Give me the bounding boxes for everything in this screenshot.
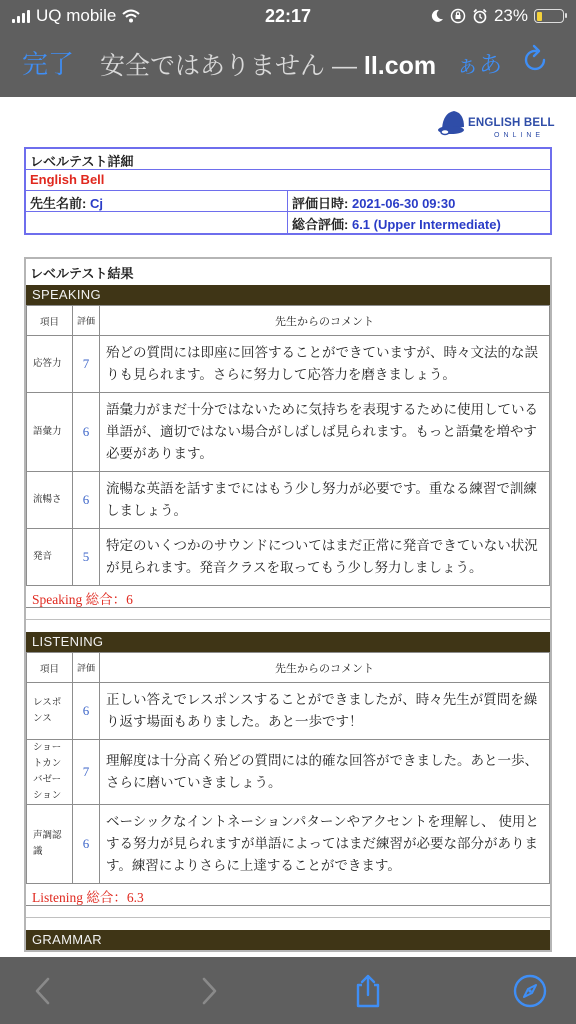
speaking-total: Speaking 総合：6 <box>26 586 550 608</box>
speaking-table <box>26 305 550 586</box>
item-name: 語彙力 <box>27 393 73 472</box>
school-name: English Bell <box>30 172 105 187</box>
teacher-comment: ベーシックなイントネーションパターンやアクセントを理解し、 使用とする努力が見られますが単語によってはまだ練習が必要な部分があります。練習によりさらに上達することができます。 <box>100 805 550 884</box>
level-test-detail-table <box>24 147 552 235</box>
teacher-comment: 理解度は十分高く殆どの質問には的確な回答ができました。あと一歩、さらに磨いていきましょう。 <box>100 740 550 805</box>
section-header-speaking: SPEAKING <box>26 285 550 305</box>
item-name: 流暢さ <box>27 472 73 529</box>
address-bar <box>0 40 576 84</box>
teacher-comment: 殆どの質問には即座に回答することができていますが、時々文法的な誤りも見られます。さらに努力して応答力を磨きましょう。 <box>100 336 550 393</box>
logo-text: ENGLISH BELL <box>468 117 555 129</box>
evaluation-date: 2021-06-30 09:30 <box>351 196 456 211</box>
rotation-lock-icon <box>450 8 466 24</box>
table-row <box>27 472 550 529</box>
url-host: ll.com <box>363 52 437 80</box>
date-label: 評価日時: <box>292 196 349 211</box>
item-score: 6 <box>73 472 100 529</box>
item-score: 6 <box>73 683 100 740</box>
teacher-name: Cj <box>89 196 103 211</box>
share-icon[interactable] <box>350 973 386 1009</box>
teacher-comment: 流暢な英語を話すまでにはもう少し努力が必要です。重なる練習で訓練しましょう。 <box>100 472 550 529</box>
browser-top-chrome <box>0 0 576 97</box>
browser-toolbar <box>0 957 576 1024</box>
section-header-listening: LISTENING <box>26 632 550 652</box>
forward-icon[interactable] <box>190 973 226 1009</box>
section-spacer <box>26 620 550 632</box>
column-header-comment: 先生からのコメント <box>100 653 550 683</box>
column-header-item: 項目 <box>27 306 73 336</box>
table-row <box>27 336 550 393</box>
url-field[interactable] <box>100 46 436 82</box>
column-header-score: 評価 <box>73 306 100 336</box>
item-name: レスポンス <box>27 683 73 740</box>
carrier-label: UQ mobile <box>36 6 117 25</box>
item-name: 声調認識 <box>27 805 73 884</box>
item-score: 5 <box>73 529 100 586</box>
item-score: 6 <box>73 393 100 472</box>
table-row <box>27 393 550 472</box>
teacher-label: 先生名前: <box>30 196 87 211</box>
column-header-item: 項目 <box>27 653 73 683</box>
compass-icon[interactable] <box>512 973 548 1009</box>
section-spacer <box>26 608 550 620</box>
item-name: ショートカンバゼーション <box>27 740 73 805</box>
item-score: 7 <box>73 336 100 393</box>
section-spacer <box>26 906 550 918</box>
teacher-comment: 特定のいくつかのサウンドについてはまだ正常に発音できていない状況が見られます。発音クラスを取ってもう少し努力しましょう。 <box>100 529 550 586</box>
listening-table <box>26 652 550 884</box>
teacher-comment: 正しい答えでレスポンスすることができましたが、時々先生が質問を繰り返す場面もありました。あと一歩です！ <box>100 683 550 740</box>
web-page <box>0 97 576 957</box>
site-logo[interactable] <box>434 105 554 141</box>
table-row <box>27 683 550 740</box>
section-header-grammar: GRAMMAR <box>26 930 550 950</box>
back-icon[interactable] <box>26 973 62 1009</box>
insecure-warning: 安全ではありません — <box>100 52 357 80</box>
item-name: 発音 <box>27 529 73 586</box>
bell-logo-icon <box>434 105 468 139</box>
section-spacer <box>26 918 550 930</box>
listening-total: Listening 総合：6.3 <box>26 884 550 906</box>
level-test-results <box>24 257 552 952</box>
item-score: 7 <box>73 740 100 805</box>
moon-icon <box>430 9 444 23</box>
detail-title: レベルテスト詳細 <box>30 154 134 169</box>
overall-score: 6.1 (Upper Intermediate) <box>351 217 501 232</box>
status-bar <box>0 0 576 34</box>
table-row <box>27 805 550 884</box>
alarm-icon <box>472 8 488 24</box>
table-row <box>27 529 550 586</box>
item-name: 応答力 <box>27 336 73 393</box>
item-score: 6 <box>73 805 100 884</box>
table-row <box>27 740 550 805</box>
column-header-comment: 先生からのコメント <box>100 306 550 336</box>
battery-icon <box>534 9 564 23</box>
logo-subtext: ONLINE <box>494 132 545 139</box>
overall-label: 総合評価: <box>292 217 349 232</box>
reader-options-button[interactable]: ぁあ <box>456 51 502 77</box>
teacher-comment: 語彙力がまだ十分ではないために気持ちを表現するために使用している単語が、適切ではない場合がしばしば見られます。もっと語彙を増やす必要があります。 <box>100 393 550 472</box>
reload-icon[interactable] <box>522 44 550 74</box>
results-title: レベルテスト結果 <box>30 266 134 281</box>
done-button[interactable]: 完了 <box>22 49 75 79</box>
battery-percent: 23% <box>493 6 528 25</box>
status-time: 22:17 <box>264 6 312 26</box>
column-header-score: 評価 <box>73 653 100 683</box>
